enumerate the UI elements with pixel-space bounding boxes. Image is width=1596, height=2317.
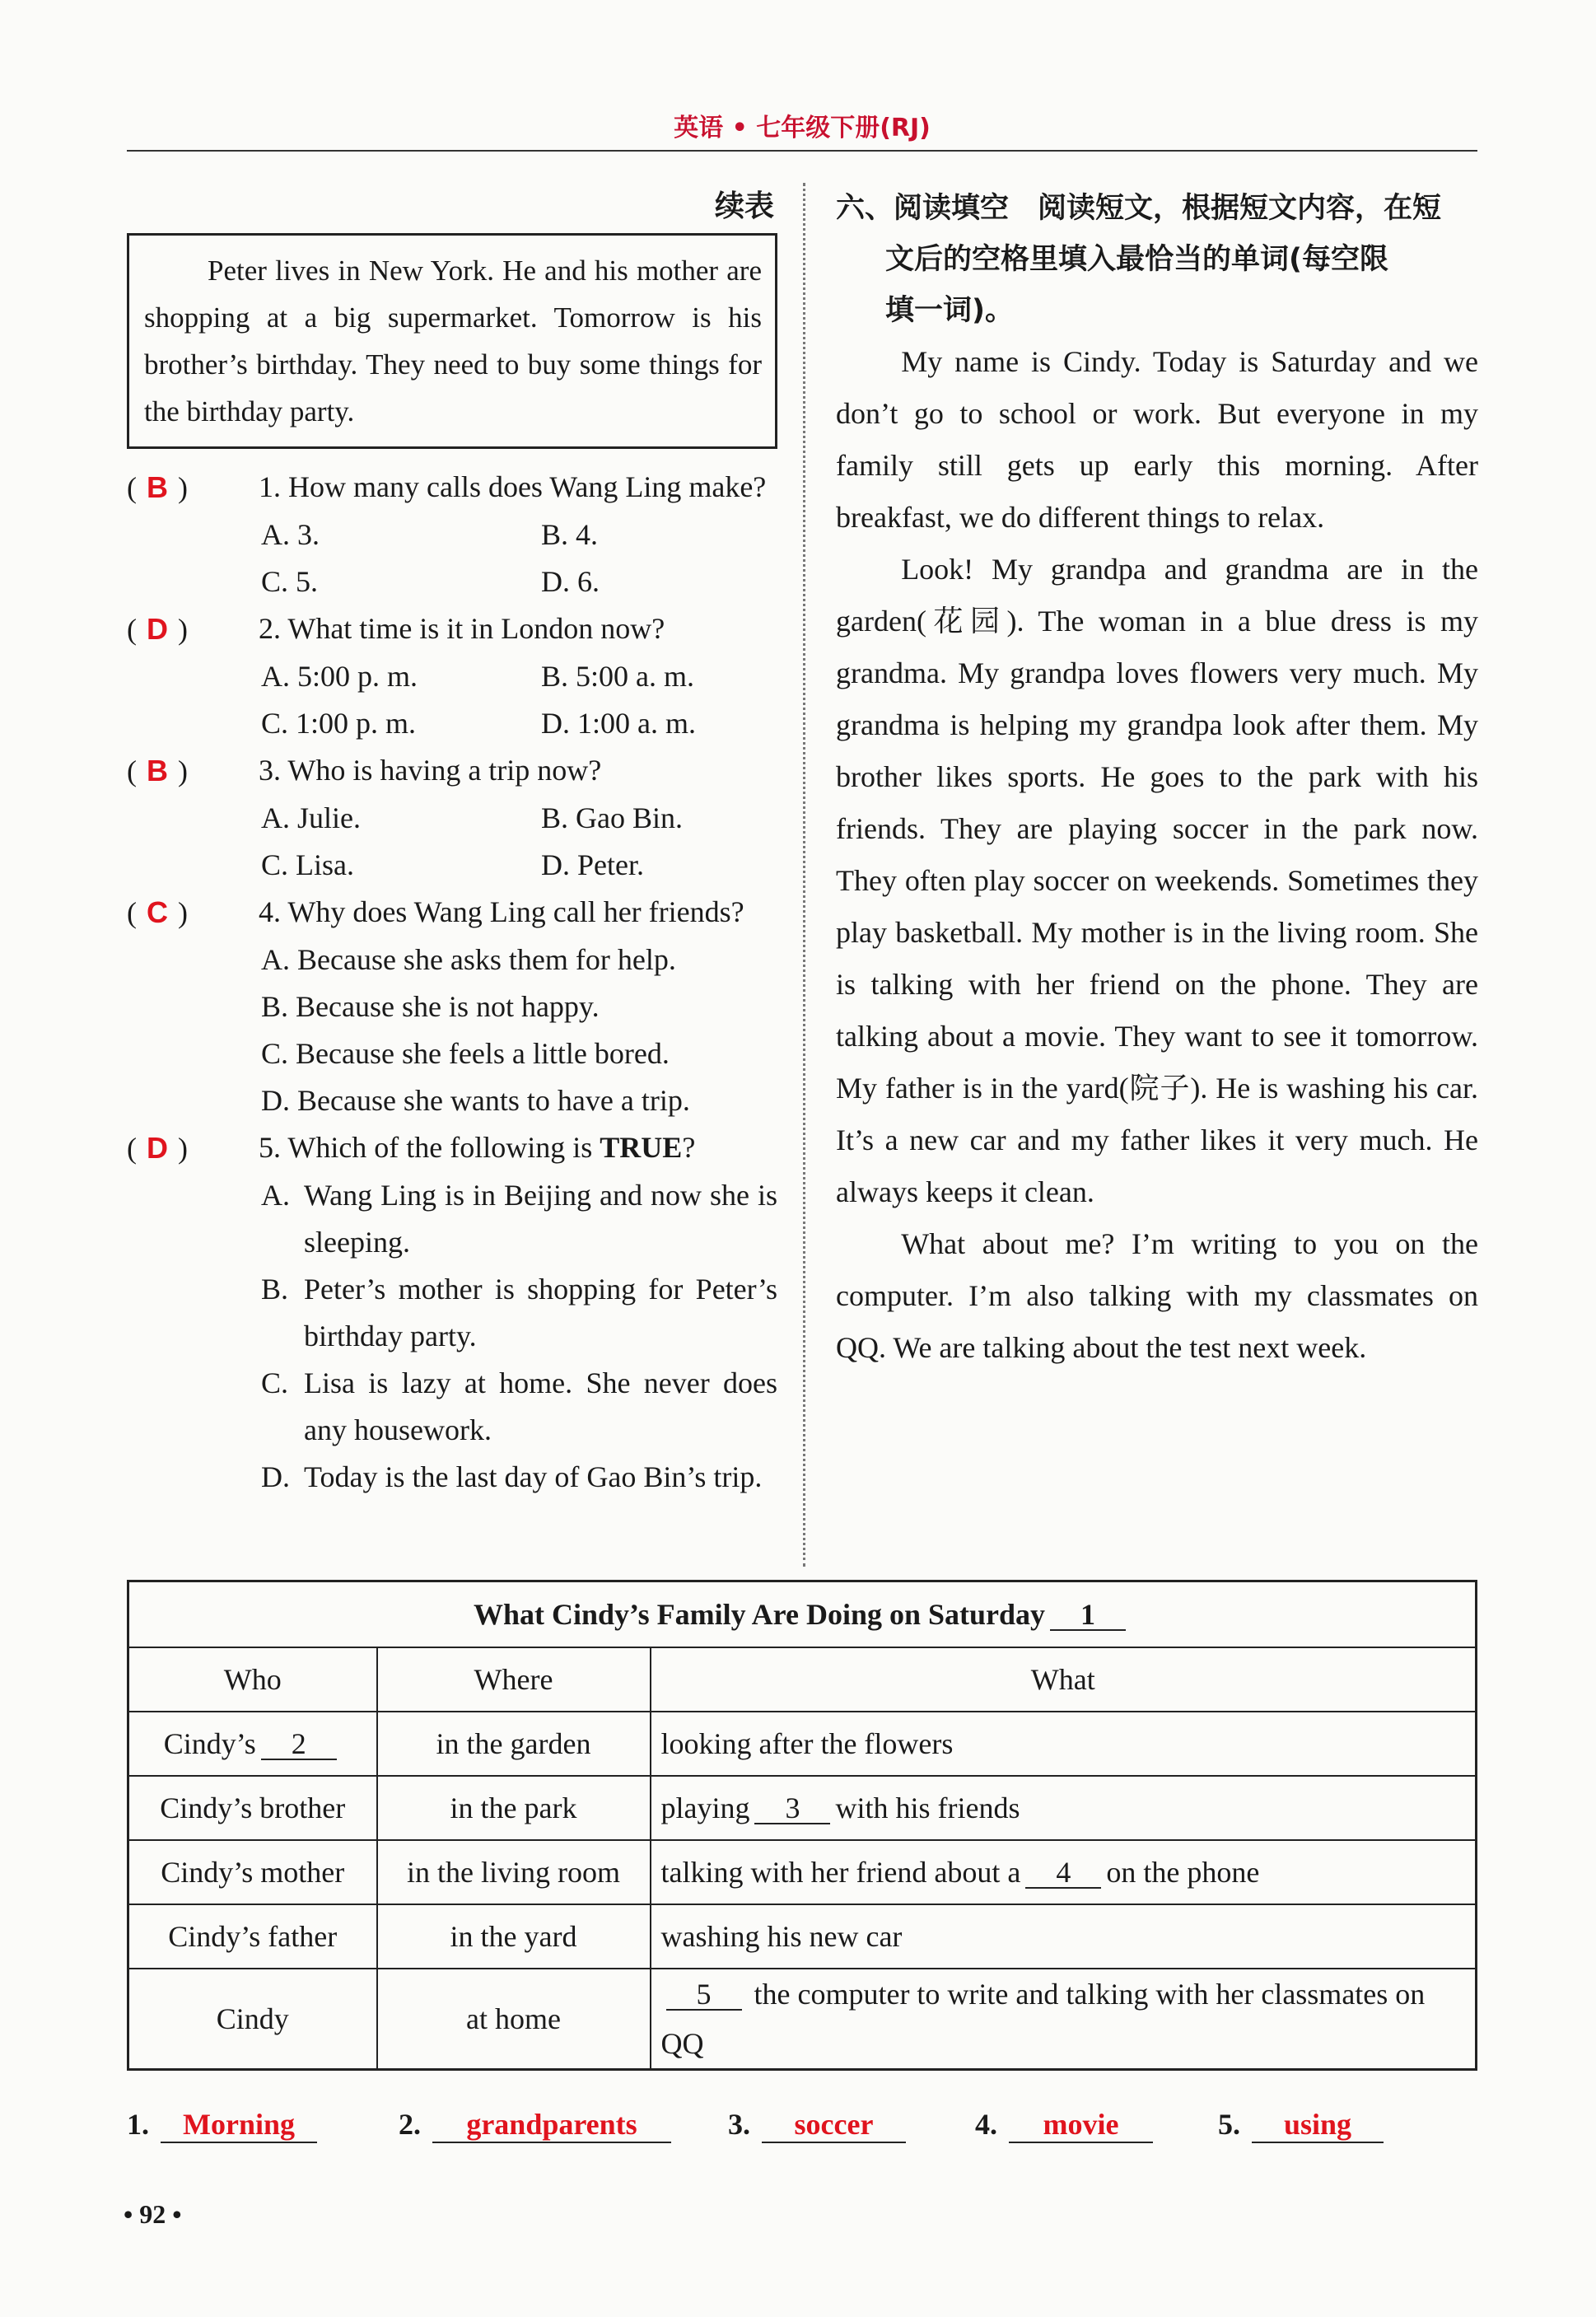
option: A. Because she asks them for help. <box>261 943 676 976</box>
question-3: ( B ) 3. Who is having a trip now? <box>127 747 777 795</box>
option: B. Gao Bin. <box>541 801 684 834</box>
question-1-stem: 1. How many calls does Wang Ling make? <box>259 470 767 503</box>
question-list <box>127 464 777 1501</box>
table-header-row <box>128 1647 1477 1712</box>
option: C. 1:00 p. m. <box>261 707 417 740</box>
answer-item: 4. movie <box>975 2107 1218 2143</box>
blank-1: 1 <box>1050 1600 1126 1631</box>
question-4-stem: 4. Why does Wang Ling call her friends? <box>259 895 744 928</box>
option: D. Because she wants to have a trip. <box>261 1084 690 1117</box>
passage-box <box>127 233 777 449</box>
question-3-stem: 3. Who is having a trip now? <box>259 754 602 787</box>
answer-4: C <box>147 895 168 929</box>
right-column <box>836 183 1478 1374</box>
option: C. Lisa. <box>261 848 354 881</box>
option: C. Because she feels a little bored. <box>261 1037 670 1070</box>
reading-paragraph: What about me? I’m writing to you on the computer. I’m also talking with my classmates on QQ. We are talking about the test next week. <box>836 1227 1478 1364</box>
option: D. Peter. <box>541 848 644 881</box>
option: A. Julie. <box>261 801 361 834</box>
answer-item: 2. grandparents <box>399 2107 728 2143</box>
answer-item: 3. soccer <box>728 2107 975 2143</box>
column-header: Who <box>128 1647 377 1712</box>
option: B. 5:00 a. m. <box>541 660 694 693</box>
option: D. 1:00 a. m. <box>541 707 696 740</box>
blank-2: 2 <box>261 1729 337 1760</box>
question-5: ( D ) 5. Which of the following is TRUE? <box>127 1124 777 1172</box>
page-number: • 92 • <box>124 2199 182 2229</box>
table-row: Cindy at home 5 the computer to write and talking with her classmates on QQ <box>128 1969 1477 2070</box>
blank-4: 4 <box>1025 1857 1101 1889</box>
answer-5: D <box>147 1131 168 1165</box>
question-3-options <box>127 795 777 889</box>
answer-item: 1. Morning <box>127 2107 399 2143</box>
answer-1: B <box>147 470 168 504</box>
option: D. 6. <box>541 565 600 598</box>
table-row: Cindy’s father in the yard washing his new car <box>128 1904 1477 1969</box>
passage-text: Peter lives in New York. He and his mother are shopping at a big supermarket. Tomorrow is his brother’s birthday. They need to buy some things for the birthday party. <box>144 255 762 427</box>
reading-paragraph: My name is Cindy. Today is Saturday and we don’t go to school or work. But everyone in my family still gets up early this morning. After breakfast, we do different things to relax. <box>836 345 1478 534</box>
answer-item: 5. using <box>1218 2107 1399 2143</box>
question-4: ( C ) 4. Why does Wang Ling call her friends? <box>127 889 777 937</box>
reading-paragraph: Look! My grandpa and grandma are in the garden(花园). The woman in a blue dress is my grandma. My grandpa loves flowers very much. My grandma is helping my grandpa look after them. My brother likes sports. He goes to the park with his friends. They are playing soccer in the park now. They often play soccer on weekends. Sometimes they play basketball. My mother is in the living room. She is talking with her friend on the phone. They are talking about a movie. They want to see it tomorrow. My father is in the yard(院子). He is washing his car. It’s a new car and my father likes it very much. He always keeps it clean. <box>836 553 1478 1208</box>
option: D. Today is the last day of Gao Bin’s trip. <box>261 1460 763 1493</box>
question-2-stem: 2. What time is it in London now? <box>259 612 665 645</box>
table-row: Cindy’s brother in the park playing 3 with his friends <box>128 1776 1477 1840</box>
question-2: ( D ) 2. What time is it in London now? <box>127 605 777 653</box>
column-header: What <box>651 1647 1477 1712</box>
emphasis-true: TRUE <box>600 1131 683 1164</box>
option: B. Because she is not happy. <box>261 990 600 1023</box>
table-row: Cindy’s 2 in the garden looking after the flowers <box>128 1712 1477 1776</box>
answer-2: D <box>147 612 168 646</box>
option: A. Wang Ling is in Beijing and now she is sleeping. <box>261 1179 777 1259</box>
answer-key <box>127 2107 1477 2143</box>
column-header: Where <box>377 1647 651 1712</box>
table-title: What Cindy’s Family Are Doing on Saturday 1 <box>128 1581 1477 1648</box>
header-rule <box>127 150 1477 152</box>
option: C. 5. <box>261 565 319 598</box>
question-2-options <box>127 653 777 747</box>
page-header: 英语 • 七年级下册(RJ) <box>674 114 931 142</box>
option: B. 4. <box>541 518 599 551</box>
option: A. 3. <box>261 518 320 551</box>
blank-5: 5 <box>666 1979 742 2011</box>
left-column <box>127 183 777 1501</box>
answer-3: B <box>147 754 168 787</box>
blank-3: 3 <box>754 1793 830 1824</box>
question-1: ( B ) 1. How many calls does Wang Ling make? <box>127 464 777 512</box>
table-row: Cindy’s mother in the living room talking with her friend about a 4 on the phone <box>128 1840 1477 1904</box>
option: B. Peter’s mother is shopping for Peter’s birthday party. <box>261 1273 777 1352</box>
section-title: 六、阅读填空 阅读短文，根据短文内容，在短 文后的空格里填入最恰当的单词(每空限 填一词)。 <box>836 192 1442 327</box>
option: C. Lisa is lazy at home. She never does any housework. <box>261 1366 777 1446</box>
question-1-options <box>127 512 777 605</box>
continued-label: 续表 <box>714 189 774 223</box>
info-table <box>127 1580 1477 2071</box>
option: A. 5:00 p. m. <box>261 660 418 693</box>
question-5-stem: 5. Which of the following is TRUE? <box>259 1131 696 1164</box>
